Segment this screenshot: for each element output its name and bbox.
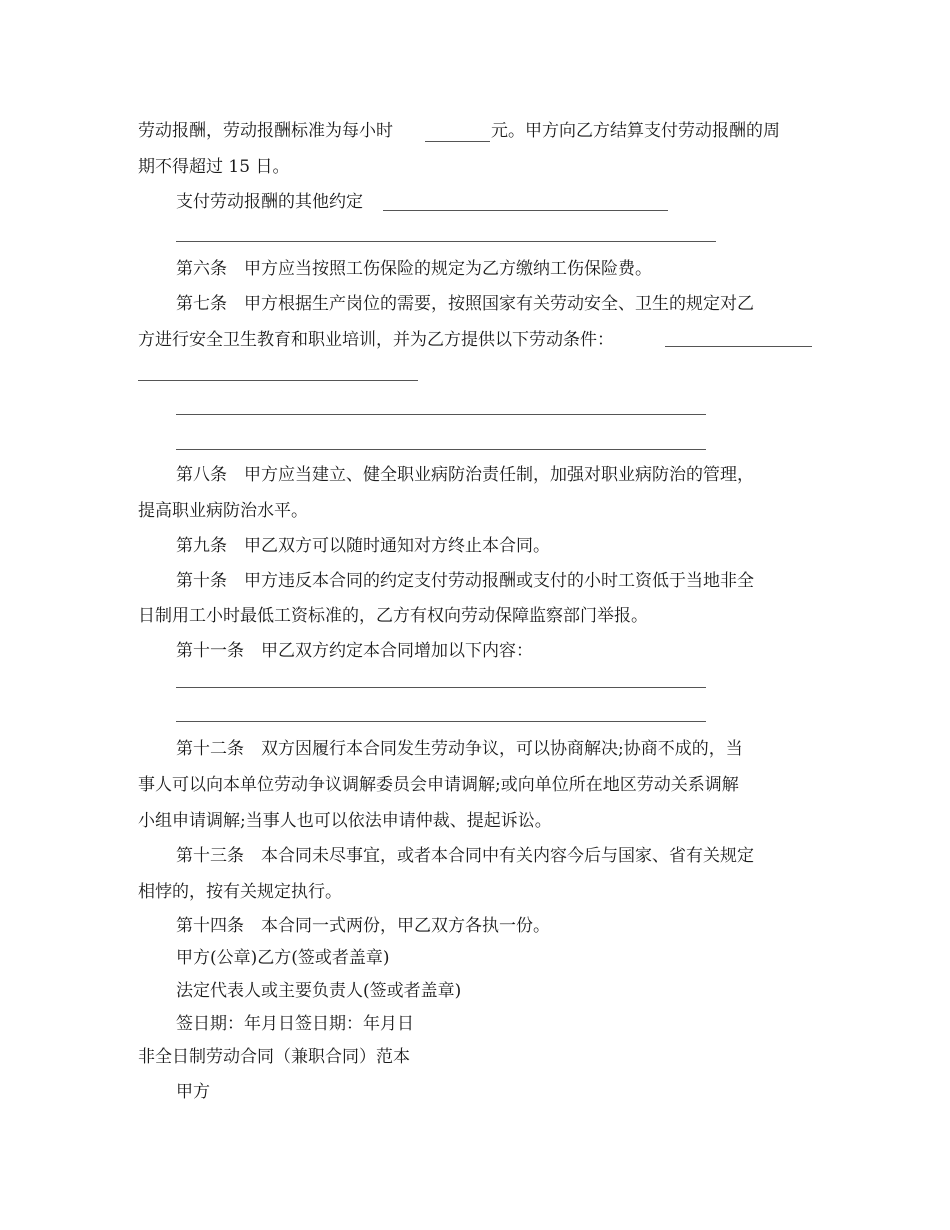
- fill-blank-line[interactable]: [176, 721, 706, 722]
- signature-line: 甲方(公章)乙方(签或者盖章): [176, 948, 390, 968]
- paragraph-line: 小组申请调解;当事人也可以依法申请仲裁、提起诉讼。: [138, 811, 552, 831]
- article-11: 第十一条 甲乙双方约定本合同增加以下内容：: [176, 641, 533, 661]
- fill-blank-line[interactable]: [176, 687, 706, 688]
- fill-blank-line[interactable]: [176, 449, 706, 450]
- article-10: 第十条 甲方违反本合同的约定支付劳动报酬或支付的小时工资低于当地非全: [176, 571, 754, 591]
- paragraph-line: 劳动报酬，劳动报酬标准为每小时: [138, 121, 393, 141]
- paragraph-line: 事人可以向本单位劳动争议调解委员会申请调解;或向单位所在地区劳动关系调解: [138, 775, 739, 795]
- article-14: 第十四条 本合同一式两份，甲乙双方各执一份。: [176, 916, 550, 936]
- article-9: 第九条 甲乙双方可以随时通知对方终止本合同。: [176, 536, 550, 556]
- date-line: 签日期：年月日签日期：年月日: [176, 1014, 414, 1034]
- fill-blank-line[interactable]: [176, 414, 706, 415]
- signature-line: 法定代表人或主要负责人(签或者盖章): [176, 981, 462, 1001]
- article-7: 第七条 甲方根据生产岗位的需要，按照国家有关劳动安全、卫生的规定对乙: [176, 294, 754, 314]
- article-13: 第十三条 本合同未尽事宜，或者本合同中有关内容今后与国家、省有关规定: [176, 846, 754, 866]
- article-6: 第六条 甲方应当按照工伤保险的规定为乙方缴纳工伤保险费。: [176, 259, 652, 279]
- paragraph-line: 期不得超过 15 日。: [138, 157, 290, 177]
- fill-blank-conditions[interactable]: [665, 346, 812, 347]
- paragraph-line: 日制用工小时最低工资标准的，乙方有权向劳动保障监察部门举报。: [138, 606, 648, 626]
- party-a-label: 甲方: [176, 1082, 210, 1102]
- paragraph-line: 支付劳动报酬的其他约定: [176, 192, 363, 212]
- paragraph-line: 方进行安全卫生教育和职业培训，并为乙方提供以下劳动条件：: [138, 330, 614, 350]
- fill-blank-hourly-rate[interactable]: [425, 141, 490, 142]
- paragraph-line: 元。甲方向乙方结算支付劳动报酬的周: [491, 121, 780, 141]
- fill-blank-line[interactable]: [138, 380, 418, 381]
- paragraph-line: 相悖的，按有关规定执行。: [138, 882, 342, 902]
- article-8: 第八条 甲方应当建立、健全职业病防治责任制，加强对职业病防治的管理，: [176, 465, 754, 485]
- paragraph-line: 提高职业病防治水平。: [138, 501, 308, 521]
- fill-blank-other-payment[interactable]: [383, 210, 668, 211]
- fill-blank-line[interactable]: [176, 241, 716, 242]
- article-12: 第十二条 双方因履行本合同发生劳动争议，可以协商解决;协商不成的，当: [176, 739, 743, 759]
- section-title: 非全日制劳动合同（兼职合同）范本: [138, 1047, 410, 1067]
